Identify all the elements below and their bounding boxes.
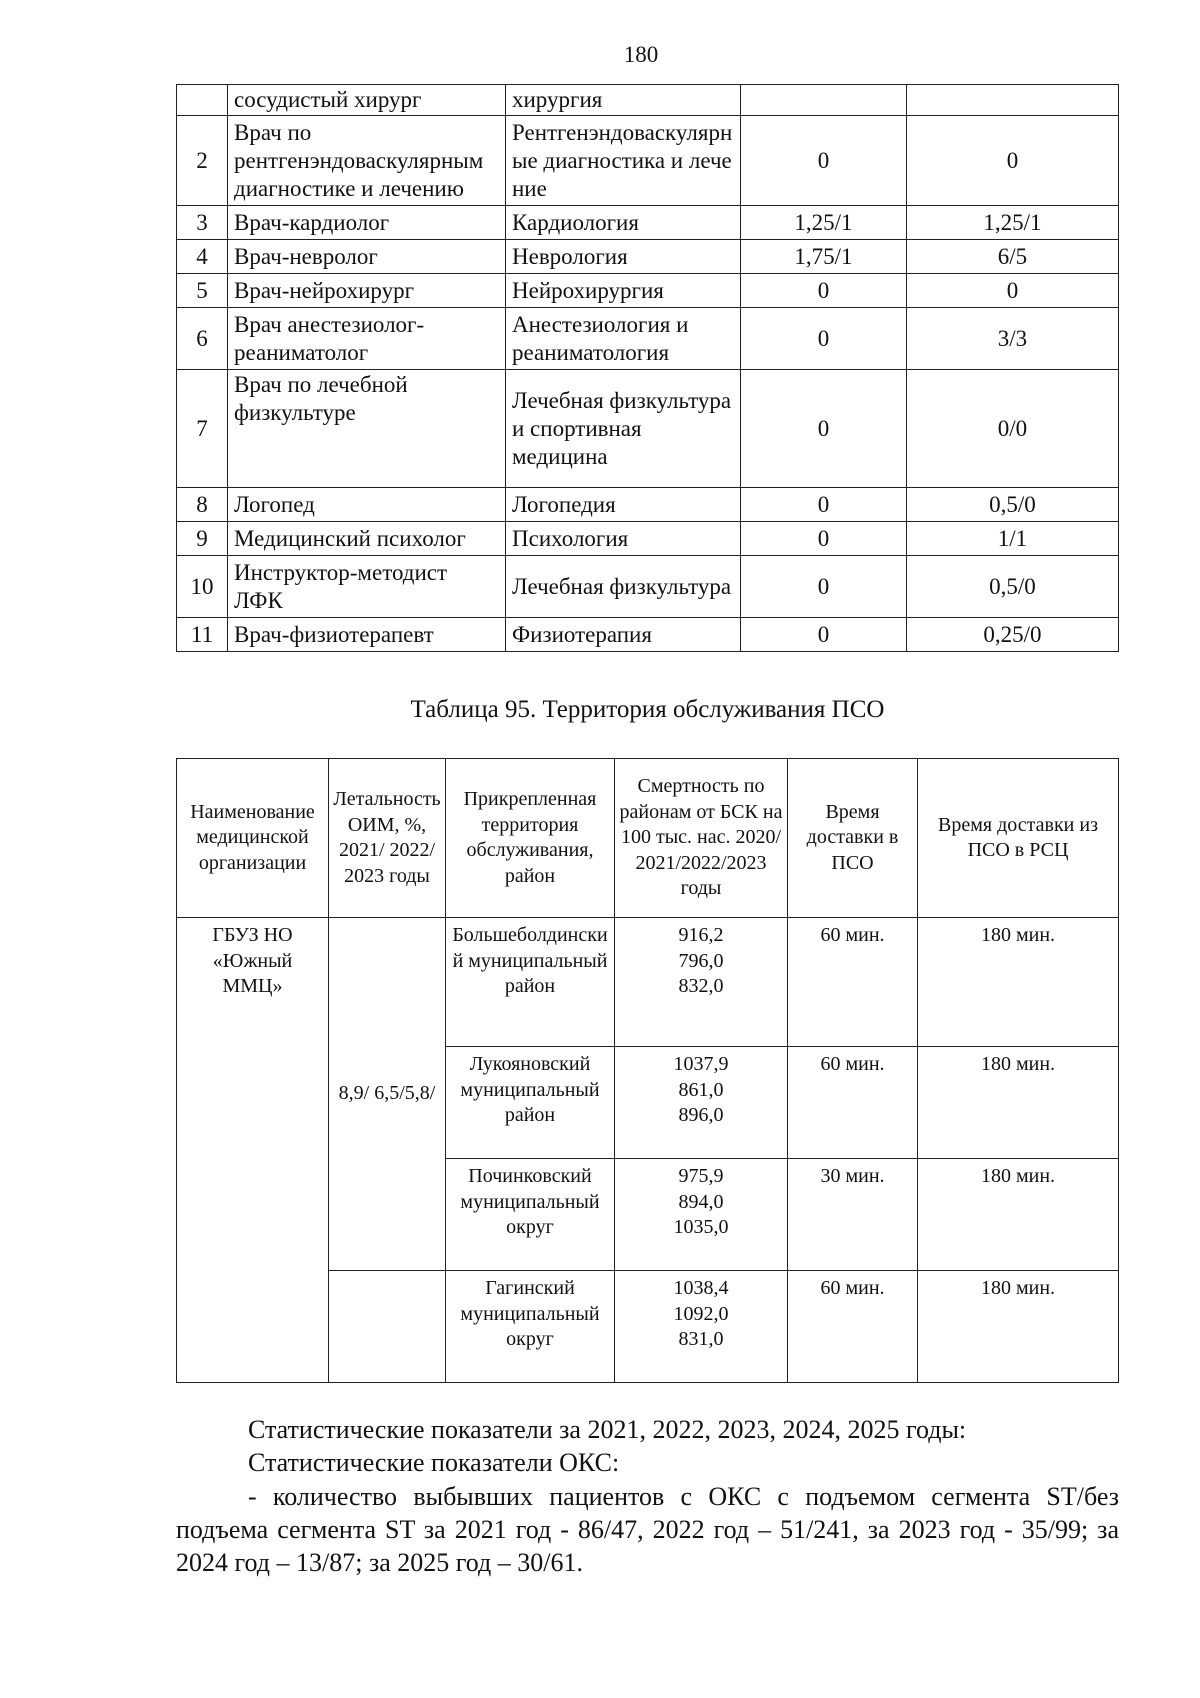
territory-cell: Починковский муниципальный округ [446,1159,615,1271]
header-lethality: Летальность ОИМ, %, 2021/ 2022/ 2023 годы [329,759,446,918]
value-cell-1: 0 [741,522,907,556]
time-to-pso-cell: 60 мин. [788,1047,918,1159]
table-row [177,85,1119,116]
header-time-to-rsc: Время доставки из ПСО в РСЦ [918,759,1119,918]
value-cell-2: 6/5 [907,240,1119,274]
value-cell-1 [741,85,907,116]
position-cell: Врач по рентгенэндоваскулярным диагностике и лечению [228,116,506,206]
header-territory: Прикрепленная территория обслуживания, район [446,759,615,918]
lethality-empty-cell [329,1271,446,1383]
value-cell-2: 0 [907,116,1119,206]
value-cell-2: 0 [907,274,1119,308]
value-cell-2: 1,25/1 [907,206,1119,240]
territory-cell: Лукояновский муниципальный район [446,1047,615,1159]
table-row [177,556,1119,618]
position-cell: Врач-физиотерапевт [228,618,506,652]
time-to-rsc-cell: 180 мин. [918,918,1119,1047]
mortality-value: 796,0 [678,949,724,972]
row-number: 6 [177,308,228,370]
specialty-cell: Анестезиология и реаниматология [506,308,741,370]
position-cell: Медицинский психолог [228,522,506,556]
table-row [177,618,1119,652]
table-row [177,308,1119,370]
table-row [177,522,1119,556]
specialty-cell: Рентгенэндоваскулярные диагностика и лечение [506,116,741,206]
row-number: 11 [177,618,228,652]
specialty-cell: Кардиология [506,206,741,240]
table-row [177,918,1119,1047]
position-cell: Инструктор-методист ЛФК [228,556,506,618]
value-cell-2: 0,5/0 [907,556,1119,618]
time-to-pso-cell: 60 мин. [788,918,918,1047]
value-cell-2: 1/1 [907,522,1119,556]
value-cell-2: 0/0 [907,370,1119,488]
specialty-cell: Лечебная физкультура и спортивная медицина [506,370,741,488]
mortality-value: 861,0 [678,1078,724,1101]
lethality-cell: 8,9/ 6,5/5,8/ [329,918,446,1271]
mortality-value: 975,9 [678,1165,724,1187]
value-cell-1: 1,75/1 [741,240,907,274]
mortality-value: 896,0 [678,1104,724,1126]
time-to-rsc-cell: 180 мин. [918,1159,1119,1271]
position-cell: Врач-нейрохирург [228,274,506,308]
page-number: 180 [623,42,659,67]
value-cell-1: 0 [741,488,907,522]
position-cell: Врач-кардиолог [228,206,506,240]
value-cell-2: 0,25/0 [907,618,1119,652]
specialty-cell: Логопедия [506,488,741,522]
specialty-cell: Нейрохирургия [506,274,741,308]
time-to-pso-cell: 30 мин. [788,1159,918,1271]
row-number: 2 [177,116,228,206]
territory-cell: Гагинский муниципальный округ [446,1271,615,1383]
table-caption: Таблица 95. Территория обслуживания ПСО [410,696,885,723]
position-cell: Логопед [228,488,506,522]
value-cell-2: 0,5/0 [907,488,1119,522]
table-row [177,116,1119,206]
header-org: Наименование медицинской организации [177,759,329,918]
mortality-value: 1038,4 [673,1277,729,1299]
position-cell: сосудистый хирург [228,85,506,116]
mortality-cell [615,918,788,1047]
value-cell-1: 0 [741,308,907,370]
value-cell-1: 0 [741,618,907,652]
mortality-cell [615,1271,788,1383]
row-number: 7 [177,370,228,488]
mortality-value: 1092,0 [673,1302,729,1325]
row-number: 9 [177,522,228,556]
specialty-cell: Психология [506,522,741,556]
specialty-cell: Лечебная физкультура [506,556,741,618]
table-row [177,488,1119,522]
position-cell: Врач анестезиолог-реаниматолог [228,308,506,370]
time-to-rsc-cell: 180 мин. [918,1271,1119,1383]
value-cell-1: 0 [741,116,907,206]
position-cell: Врач по лечебной физкультуре [228,370,506,488]
specialty-cell: хирургия [506,85,741,116]
row-number: 10 [177,556,228,618]
row-number: 4 [177,240,228,274]
time-to-pso-cell: 60 мин. [788,1271,918,1383]
header-time-to-pso: Время доставки в ПСО [788,759,918,918]
staff-table [176,84,1119,652]
mortality-cell [615,1159,788,1271]
row-number: 8 [177,488,228,522]
mortality-value: 832,0 [678,975,724,997]
value-cell-1: 0 [741,556,907,618]
row-number: 5 [177,274,228,308]
territory-table [176,758,1119,1383]
time-to-rsc-cell: 180 мин. [918,1047,1119,1159]
specialty-cell: Физиотерапия [506,618,741,652]
row-number: 3 [177,206,228,240]
header-mortality: Смертность по районам от БСК на 100 тыс. нас. 2020/ 2021/2022/2023 годы [615,759,788,918]
value-cell-1: 0 [741,274,907,308]
mortality-value: 831,0 [678,1328,724,1350]
mortality-value: 894,0 [678,1190,724,1213]
paragraph-patient-counts: - количество выбывших пациентов с ОКС с подъемом сегмента ST/без подъема сегмента ST за 2021 год - 86/47, 2022 год – 51/241, за 2023 год - 35/99; за 2024 год – 13/87; за 2025 год – 30/61. [176,1482,1119,1577]
org-name-cell: ГБУЗ НО «Южный ММЦ» [177,918,329,1383]
table-row [177,370,1119,488]
value-cell-1: 1,25/1 [741,206,907,240]
header-row [177,759,1119,918]
value-cell-2 [907,85,1119,116]
mortality-value: 916,2 [678,924,724,946]
mortality-value: 1037,9 [673,1053,729,1075]
value-cell-2: 3/3 [907,308,1119,370]
mortality-cell [615,1047,788,1159]
territory-cell: Большеболдинский муниципальный район [446,918,615,1047]
specialty-cell: Неврология [506,240,741,274]
mortality-value: 1035,0 [673,1216,729,1238]
table-row [177,274,1119,308]
table-row [177,206,1119,240]
paragraph-oks-statistics: Статистические показатели ОКС: [248,1448,620,1477]
table-row [177,240,1119,274]
row-number [177,85,228,116]
position-cell: Врач-невролог [228,240,506,274]
paragraph-statistics-years: Статистические показатели за 2021, 2022, 2023, 2024, 2025 годы: [248,1415,967,1444]
value-cell-1: 0 [741,370,907,488]
